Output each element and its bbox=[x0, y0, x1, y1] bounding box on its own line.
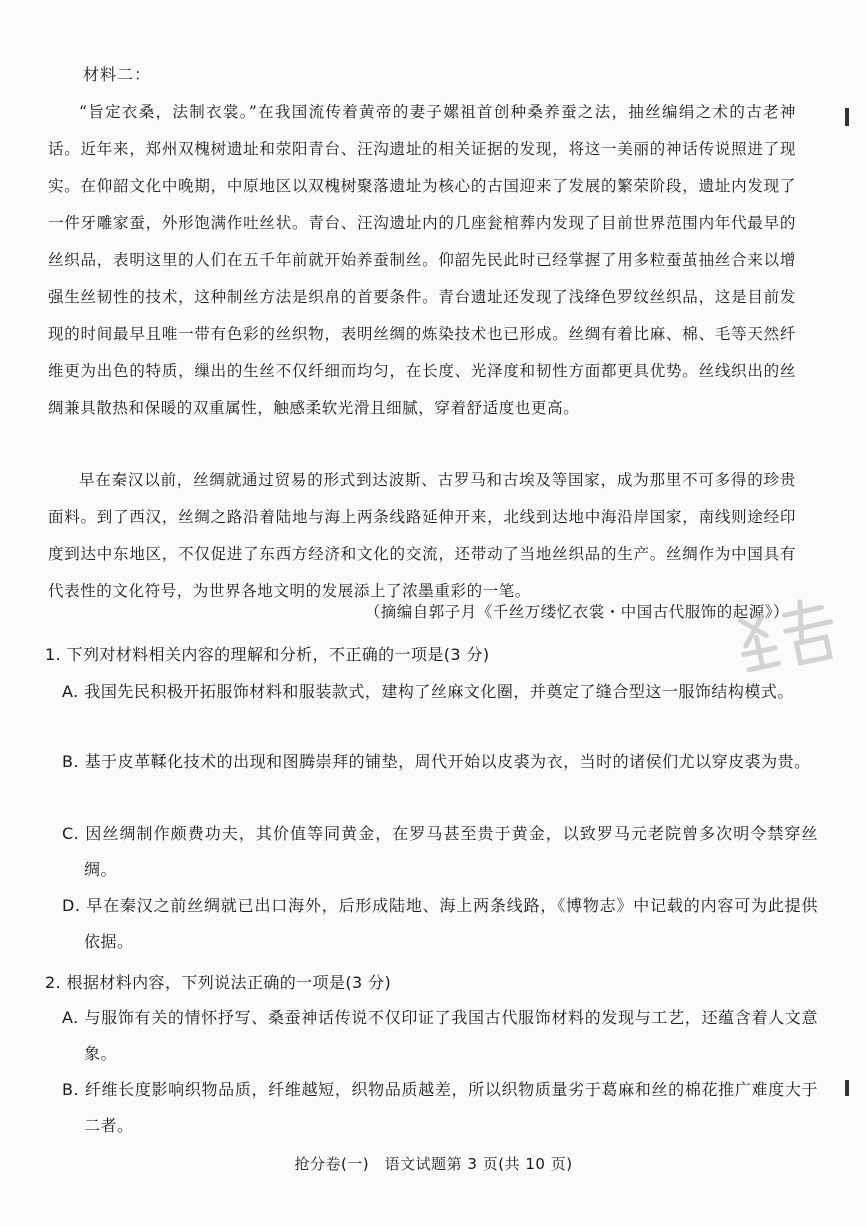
question-2-option-b: B. 纤维长度影响织物品质，纤维越短，织物品质越差，所以织物质量劣于葛麻和丝的棉花推广难度大于二者。 bbox=[62, 1080, 818, 1135]
page-footer: 抢分卷(一) 语文试题第 3 页(共 10 页) bbox=[294, 1155, 573, 1173]
question-1-option-c: C. 因丝绸制作颇费功夫，其价值等同黄金，在罗马甚至贵于黄金，以致罗马元老院曾多次明令禁穿丝绸。 bbox=[62, 824, 818, 879]
material-heading: 材料二： bbox=[83, 65, 152, 84]
question-1-stem: 1. 下列对材料相关内容的理解和分析，不正确的一项是(3 分) bbox=[45, 645, 490, 664]
material-paragraph-2: 早在秦汉以前，丝绸就通过贸易的形式到达波斯、古罗马和古埃及等国家，成为那里不可多得的珍贵面料。到了西汉，丝绸之路沿着陆地与海上两条线路延伸开来，北线到达地中海沿岸国家，南线则途经印度到达中东地区，不仅促进了东西方经济和文化的交流，还带动了当地丝织品的生产。丝绸作为中国具有代表性的文化符号，为世界各地文明的发展添上了浓墨重彩的一笔。 bbox=[48, 471, 796, 600]
question-1-option-d: D. 早在秦汉之前丝绸就已出口海外，后形成陆地、海上两条线路，《博物志》中记载的内容可为此提供依据。 bbox=[62, 896, 818, 951]
question-2-option-a: A. 与服饰有关的情怀抒写、桑蚕神话传说不仅印证了我国古代服饰材料的发现与工艺，还蕴含着人文意象。 bbox=[62, 1008, 818, 1063]
material-paragraph-1: “旨定衣桑，法制衣裳。”在我国流传着黄帝的妻子嫘祖首创种桑养蚕之法，抽丝编绢之术的古老神话。近年来，郑州双槐树遗址和荥阳青台、汪沟遗址的相关证据的发现，将这一美丽的神话传说照进了现实。在仰韶文化中晚期，中原地区以双槐树聚落遗址为核心的古国迎来了发展的繁荣阶段，遗址内发现了一件牙雕家蚕，外形饱满作吐丝状。青台、汪沟遗址内的几座瓮棺葬内发现了目前世界范围内年代最早的丝织品，表明这里的人们在五千年前就开始养蚕制丝。仰韶先民此时已经掌握了用多粒蚕茧抽丝合来以增强生丝韧性的技术，这种制丝方法是织帛的首要条件。青台遗址还发现了浅绛色罗纹丝织品，这是目前发现的时间最早且唯一带有色彩的丝织物，表明丝绸的炼染技术也已形成。丝绸有着比麻、棉、毛等天然纤维更为出色的特质，缫出的生丝不仅纤细而均匀，在长度、光泽度和韧性方面都更具优势。丝线织出的丝绸兼具散热和保暖的双重属性，触感柔软光滑且细腻，穿着舒适度也更高。 bbox=[48, 103, 796, 417]
scan-edge-mark bbox=[845, 108, 849, 126]
question-1-option-b: B. 基于皮革鞣化技术的出现和图腾崇拜的铺垫，周代开始以皮裘为衣，当时的诸侯们尤以穿皮裘为贵。 bbox=[62, 752, 811, 771]
material-source: （摘编自郭子月《千丝万缕忆衣裳・中国古代服饰的起源》） bbox=[364, 603, 789, 621]
scan-edge-mark bbox=[845, 1080, 849, 1096]
question-1-option-a: A. 我国先民积极开拓服饰材料和服装款式，建构了丝麻文化圈，并奠定了缝合型这一服饰结构模式。 bbox=[62, 682, 794, 701]
question-2-stem: 2. 根据材料内容，下列说法正确的一项是(3 分) bbox=[45, 973, 392, 992]
